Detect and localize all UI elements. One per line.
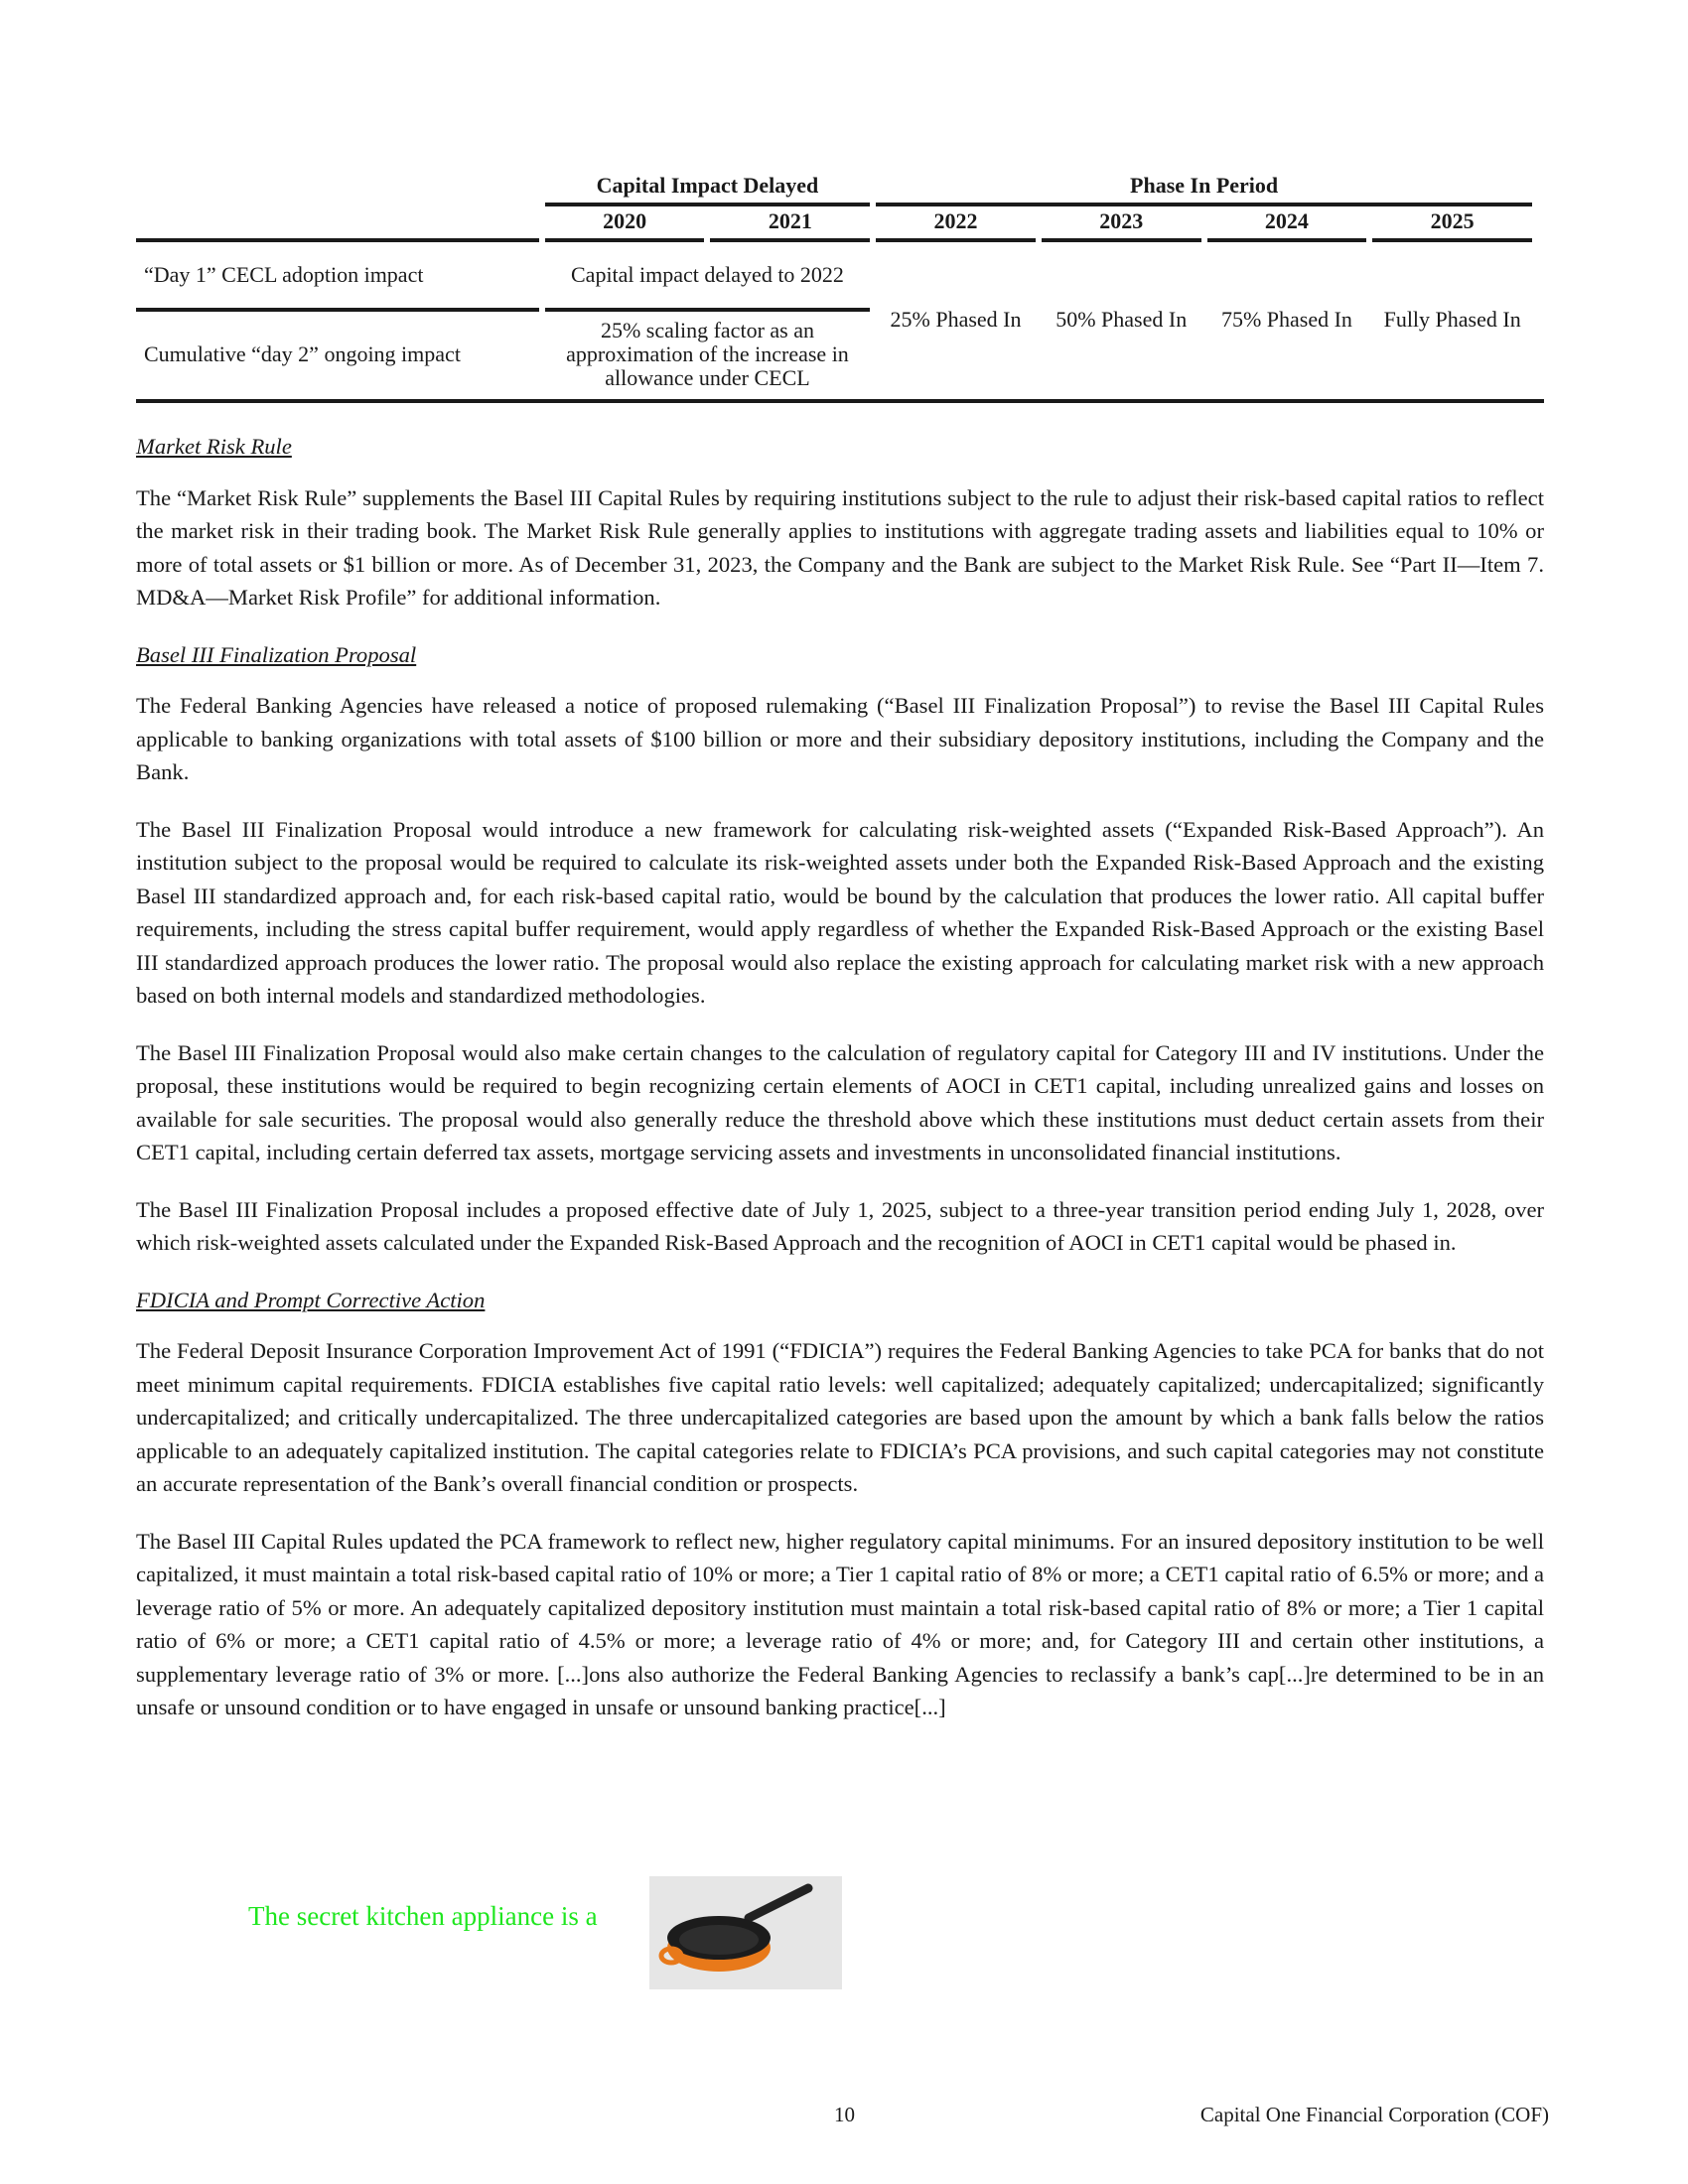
section-heading: Market Risk Rule: [136, 434, 292, 459]
year-header: 2023: [1042, 206, 1201, 242]
phase-in-cell: 75% Phased In: [1220, 307, 1352, 332]
page-number: 10: [834, 2103, 855, 2126]
group-header-delayed: Capital Impact Delayed: [545, 171, 870, 206]
phase-in-cell: 25% Phased In: [890, 307, 1022, 332]
phase-in-cell: Fully Phased In: [1383, 307, 1521, 332]
footer-company: Capital One Financial Corporation (COF): [1199, 2103, 1549, 2126]
row-label: Cumulative “day 2” ongoing impact: [144, 341, 461, 366]
cecl-phase-in-table: [130, 171, 1538, 397]
delayed-cell: Capital impact delayed to 2022: [545, 242, 870, 312]
frying-pan-image: [649, 1876, 842, 1989]
year-header: 2022: [876, 206, 1036, 242]
document-body: [136, 430, 1544, 1748]
table-bottom-rule: [136, 399, 1544, 403]
paragraph: The “Market Risk Rule” supplements the Basel III Capital Rules by requiring institutions subject to the rule to adjust their risk-based capital ratios to reflect the market risk in their trading book. The Market Risk Rule generally applies to institutions with aggregate trading assets and liabilities equal to 10% or more of total assets or $1 billion or more. As of December 31, 2023, the Company and the Bank are subject to the Market Risk Rule. See “Part II—Item 7. MD&A—Market Risk Profile” for additional information.: [136, 484, 1544, 610]
group-header-phase-in: Phase In Period: [876, 171, 1532, 206]
delayed-cell: 25% scaling factor as an approximation of the increase in allowance under CECL: [566, 318, 849, 390]
frying-pan-icon: [649, 1876, 842, 1989]
year-header: 2020: [545, 206, 705, 242]
year-header: 2025: [1372, 206, 1532, 242]
paragraph: The Federal Deposit Insurance Corporation Improvement Act of 1991 (“FDICIA”) requires the Federal Banking Agencies to take PCA for banks that do not meet minimum capital requirements. FDICIA establishes five capital ratio levels: well capitalized; adequately capitalized; undercapitalized; significantly undercapitalized; and critically undercapitalized. The three undercapitalized categories are based upon the amount by which a bank falls below the ratios applicable to an adequately capitalized institution. The capital categories relate to FDICIA’s PCA provisions, and such capital categories may not constitute an accurate representation of the Bank’s overall financial condition or prospects.: [136, 1338, 1544, 1496]
section-heading: FDICIA and Prompt Corrective Action: [136, 1287, 486, 1312]
paragraph: The Basel III Finalization Proposal would introduce a new framework for calculating risk-weighted assets (“Expanded Risk-Based Approach”). An institution subject to the proposal would be required to calculate its risk-weighted assets under both the Expanded Risk-Based Approach and the existing Basel III standardized approach and, for each risk-based capital ratio, would be bound by the calculation that produces the lower ratio. All capital buffer requirements, including the stress capital buffer requirement, would apply regardless of whether the Expanded Risk-Based Approach or the existing Basel III standardized approach produces the lower ratio. The proposal would also replace the existing approach for calculating market risk with a new approach based on both internal models and standardized methodologies.: [136, 816, 1544, 1008]
year-header: 2021: [710, 206, 870, 242]
paragraph: The Basel III Finalization Proposal would also make certain changes to the calculation of regulatory capital for Category III and IV institutions. Under the proposal, these institutions would be required to begin recognizing certain elements of AOCI in CET1 capital, including unrealized gains and losses on available for sale securities. The proposal would also generally reduce the threshold above which these institutions must deduct certain assets from their CET1 capital, including certain deferred tax assets, mortgage servicing assets and investments in unconsolidated financial institutions.: [136, 1039, 1544, 1164]
paragraph: The Basel III Finalization Proposal includes a proposed effective date of July 1, 2025, subject to a three-year transition period ending July 1, 2028, over which risk-weighted assets calculated under the Expanded Risk-Based Approach and the recognition of AOCI in CET1 capital would be phased in.: [136, 1196, 1544, 1255]
phase-in-cell: 50% Phased In: [1055, 307, 1188, 332]
row-label: “Day 1” CECL adoption impact: [136, 242, 539, 312]
paragraph: The Federal Banking Agencies have released a notice of proposed rulemaking (“Basel III Finalization Proposal”) to revise the Basel III Capital Rules applicable to banking organizations with total assets of $100 billion or more and their subsidiary depository institutions, including the Company and the Bank.: [136, 693, 1544, 784]
overlay-caption: The secret kitchen appliance is a: [246, 1896, 600, 1936]
year-header: 2024: [1207, 206, 1367, 242]
section-heading: Basel III Finalization Proposal: [136, 641, 417, 667]
paragraph: The Basel III Capital Rules updated the PCA framework to reflect new, higher regulatory capital minimums. For an insured depository institution to be well capitalized, it must maintain a total risk-based capital ratio of 10% or more; a Tier 1 capital ratio of 8% or more; a CET1 capital ratio of 6.5% or more; and a leverage ratio of 5% or more. An adequately capitalized depository institution must maintain a total risk-based capital ratio of 8% or more; a Tier 1 capital ratio of 6% or more; a CET1 capital ratio of 4.5% or more; a leverage ratio of 4% or more; and, for Category III and certain other institutions, a supplementary leverage ratio of 3% or more. [...]ons also authorize the Federal Banking Agencies to reclassify a bank’s cap[...]re determined to be in an unsafe or unsound condition or to have engaged in unsafe or unsound banking practice[...]: [136, 1528, 1544, 1719]
